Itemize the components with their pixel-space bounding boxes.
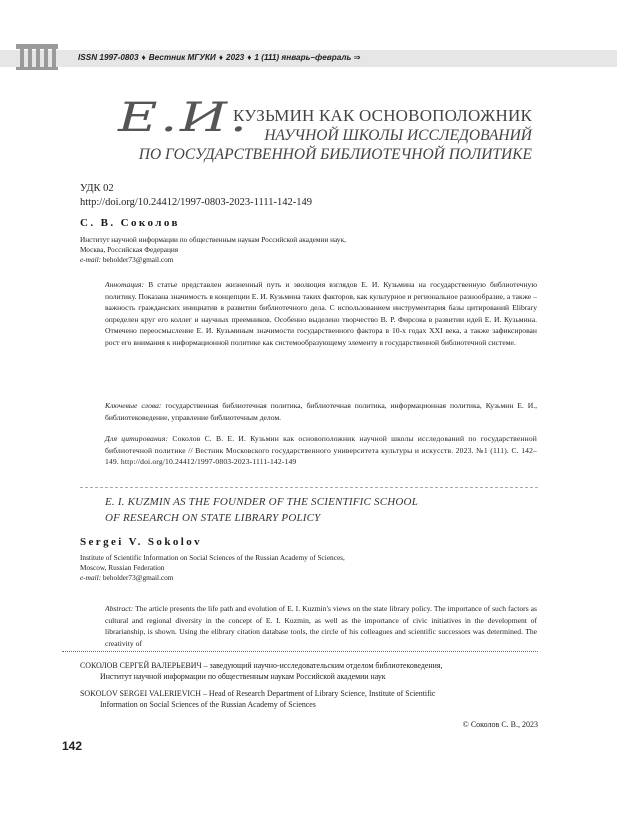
footnote-ru-line-2: Институт научной информации по общественным наукам Российской академии наук bbox=[100, 672, 386, 682]
article-title-line-2: НАУЧНОЙ ШКОЛЫ ИССЛЕДОВАНИЙ bbox=[264, 127, 532, 144]
author-name-ru: С. В. Соколов bbox=[80, 217, 180, 229]
abstract-label: Аннотация: bbox=[105, 280, 144, 289]
email-ru bbox=[80, 255, 173, 266]
email-label: e-mail: bbox=[80, 255, 102, 264]
abstract-ru bbox=[105, 279, 537, 394]
footnote-ru-line-1: СОКОЛОВ СЕРГЕЙ ВАЛЕРЬЕВИЧ – заведующий научно-исследовательским отделом библиотековедения, bbox=[80, 661, 443, 670]
journal-name: Вестник МГУКИ bbox=[148, 53, 216, 62]
abstract-text: В статье представлен жизненный путь и эволюция взглядов Е. И. Кузьмина на государственную библиотечную политику. Показана значимость в концепции Е. И. Кузьмина таких факторов, как культурное и региональное разнообразие, а также – важность гражданских инициатив в развитии библиотечного дела. С использованием инструментария базы цитирований Elibrary определен круг его коллег и научных преемников. Особенно выделено творчество В. Р. Фирсова в развитии идей Е. И. Кузьмина. Отмечено переосмысление Е. И. Кузьминым значимости государственного фактора в 10-х годах XXI века, а также зафиксирован рост его внимания к информационной политике как системообразующему элементу в государственной библиотечной системе. bbox=[105, 280, 537, 347]
journal-logo-icon bbox=[14, 42, 60, 70]
section-divider bbox=[80, 487, 538, 488]
abstract-label: Abstract: bbox=[105, 604, 134, 613]
copyright: © Соколов С. В., 2023 bbox=[462, 720, 538, 729]
keywords-ru bbox=[105, 400, 537, 423]
issn: ISSN 1997-0803 bbox=[78, 53, 139, 62]
title-initials: Е.И. bbox=[118, 95, 250, 141]
journal-header-bar bbox=[0, 42, 617, 68]
citation-label: Для цитирования: bbox=[105, 434, 169, 443]
article-title-en-line-2: OF RESEARCH ON STATE LIBRARY POLICY bbox=[105, 512, 321, 524]
doi-link[interactable]: http://doi.org/10.24412/1997-0803-2023-1111-142-149 bbox=[80, 197, 312, 208]
page-number: 142 bbox=[62, 739, 83, 753]
footnote-en-line-2: Information on Social Sciences of the Russian Academy of Sciences bbox=[100, 700, 316, 710]
abstract-text: The article presents the life path and evolution of E. I. Kuzmin's views on the state library policy. The importance of such factors as cultural and regional diversity in the concept of E. I. Kuzmin, as well as the importance of civic initiatives in the development of librarianship, is shown. Using the elibrary citation database tools, the circle of his colleagues and scientific successors was determined. The creativity of bbox=[105, 604, 537, 648]
author-footnote-ru bbox=[80, 660, 538, 683]
citation-ru bbox=[105, 433, 537, 468]
udc-code: УДК 02 bbox=[80, 183, 114, 194]
keywords-label: Ключевые слова: bbox=[105, 401, 162, 410]
article-title-line-1: КУЗЬМИН КАК ОСНОВОПОЛОЖНИК bbox=[233, 106, 532, 125]
abstract-en bbox=[105, 603, 537, 649]
citation-text: Соколов С. В. Е. И. Кузьмин как основоположник научной школы исследований по государственной библиотечной политике // Вестник Московского государственного университета культуры и искусств. 2023. №1 (111). С. 142–149. http://doi.org/10.24412/1997-0803-2023-1111-142-149 bbox=[105, 434, 537, 466]
email-address[interactable]: beholder73@gmail.com bbox=[102, 573, 174, 582]
email-address[interactable]: beholder73@gmail.com bbox=[102, 255, 174, 264]
affiliation-ru-line-1: Институт научной информации по общественным наукам Российской академии наук, bbox=[80, 235, 346, 244]
author-name-en: Sergei V. Sokolov bbox=[80, 536, 202, 548]
footnote-divider bbox=[62, 651, 538, 652]
affiliation-en-line-2: Moscow, Russian Federation bbox=[80, 563, 165, 572]
affiliation-en-line-1: Institute of Scientific Information on Social Sciences of the Russian Academy of Sciences, bbox=[80, 553, 345, 562]
arrow-right-icon: ⇒ bbox=[353, 53, 361, 62]
email-label: e-mail: bbox=[80, 573, 102, 582]
journal-header-text: ISSN 1997-0803 ♦ Вестник МГУКИ ♦ 2023 ♦ 1 (111) январь–февраль ⇒ bbox=[78, 53, 361, 62]
affiliation-ru-line-2: Москва, Российская Федерация bbox=[80, 245, 179, 254]
keywords-text: государственная библиотечная политика, библиотечная политика, информационная политика, Кузьмин Е. И., библиотековедение, управление библиотечным делом. bbox=[105, 401, 538, 422]
footnote-en-line-1: SOKOLOV SERGEI VALERIEVICH – Head of Research Department of Library Science, Institute of Scientific bbox=[80, 689, 436, 698]
journal-year: 2023 bbox=[226, 53, 245, 62]
article-title-en-line-1: E. I. KUZMIN AS THE FOUNDER OF THE SCIENTIFIC SCHOOL bbox=[105, 496, 419, 508]
journal-issue: 1 (111) январь–февраль bbox=[254, 53, 352, 62]
author-footnote-en bbox=[80, 688, 538, 711]
article-title-line-3: ПО ГОСУДАРСТВЕННОЙ БИБЛИОТЕЧНОЙ ПОЛИТИКЕ bbox=[138, 146, 532, 163]
email-en bbox=[80, 573, 173, 584]
